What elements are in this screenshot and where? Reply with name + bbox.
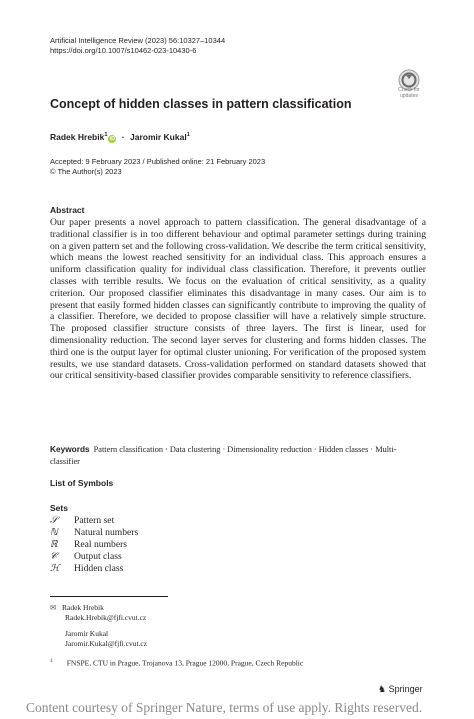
sets-heading: Sets <box>50 503 68 513</box>
keywords-text: Pattern classification · Data clustering · Dimensionality reduction · Hidden classes · Multi-classifier <box>50 445 397 466</box>
springer-horse-icon: ♞ <box>378 684 387 694</box>
correspondence-block <box>50 603 147 649</box>
author-affiliation-mark: 1 <box>104 132 108 139</box>
symbol-glyph: ℕ <box>50 527 58 538</box>
affiliation-text: FNSPE, CTU in Prague, Trojanova 13, Prague 12000, Prague, Czech Republic <box>66 658 304 668</box>
orcid-icon[interactable]: iD <box>109 136 116 142</box>
affiliation-number: 1 <box>50 658 53 664</box>
symbol-row <box>50 551 122 563</box>
symbol-row <box>50 515 114 527</box>
paper-title: Concept of hidden classes in pattern classification <box>50 97 352 111</box>
author-list <box>50 132 190 143</box>
symbol-description: Output class <box>74 551 122 562</box>
publication-dates <box>50 157 265 177</box>
symbol-row <box>50 527 138 539</box>
author-separator: · <box>121 132 125 142</box>
watermark-footer: Content courtesy of Springer Nature, terms of use apply. Rights reserved. <box>26 700 423 715</box>
springer-logo <box>378 684 423 695</box>
symbol-description: Pattern set <box>74 515 115 526</box>
author-name[interactable]: Jaromir Kukal <box>130 132 187 142</box>
symbol-glyph: ℋ <box>50 563 60 574</box>
symbol-description: Natural numbers <box>74 527 139 538</box>
symbol-description: Hidden class <box>74 563 124 574</box>
affiliation <box>50 658 303 668</box>
dates-line: Accepted: 9 February 2023 / Published online: 21 February 2023 <box>50 157 266 166</box>
symbol-glyph: 𝒞 <box>50 551 57 562</box>
keywords-label: Keywords <box>50 444 90 454</box>
abstract-heading: Abstract <box>50 205 85 215</box>
journal-volume-line: Artificial Intelligence Review (2023) 56:10327–10344 <box>50 36 226 45</box>
correspondent-name: Radek Hrebik <box>62 603 104 612</box>
symbol-glyph: 𝒮 <box>50 515 58 526</box>
symbol-glyph: ℝ <box>50 539 58 550</box>
correspondent-name: Jaromir Kukal <box>65 629 109 638</box>
author-name[interactable]: Radek Hrebik <box>50 132 105 142</box>
journal-citation <box>50 36 225 56</box>
list-of-symbols-heading: List of Symbols <box>50 478 114 488</box>
symbol-row <box>50 539 127 551</box>
symbol-description: Real numbers <box>74 539 128 550</box>
keywords <box>50 444 426 467</box>
publisher-name: Springer <box>388 684 423 694</box>
correspondent-email[interactable]: Radek.Hrebik@fjfi.cvut.cz <box>65 613 147 622</box>
envelope-icon: ✉ <box>50 603 57 612</box>
abstract-text: Our paper presents a novel approach to pattern classification. The general disadvantage of a traditional classifier is in too different behaviour and optimal parameter settings during training on a given pattern set and the following cross-validation. We describe the term critical sensitivity, which means the lowest reached sensitivity for an individual class. This approach ensures a uniform classification quality for individual class classification. Therefore, it prevents outlier classes with terrible results. We focus on the evaluation of critical sensitivity, as a quality criterion. Our proposed classifier eliminates this disadvantage in many cases. Our aim is to present that easily formed hidden classes can significantly contribute to improving the quality of a classifier. Therefore, we decided to propose classifier will have a relatively simple structure. The proposed classifier structure consists of three layers. The first is linear, used for dimensionality reduction. The second layer serves for clustering and forms hidden classes. The third one is the output layer for optimal cluster unioning. For verification of the proposed system results, we use standard datasets. Cross-validation performed on standard datasets showed that our critical sensitivity-based classifier provides comparable sensitivity to reference classifiers. <box>50 217 426 382</box>
symbol-row <box>50 563 123 575</box>
correspondent-email[interactable]: Jaromir.Kukal@fjfi.cvut.cz <box>65 639 148 648</box>
footnote-divider <box>50 596 168 597</box>
doi-link[interactable]: https://doi.org/10.1007/s10462-023-10430-6 <box>50 46 197 55</box>
check-for-updates-caption: Check for updates <box>398 87 420 99</box>
author-affiliation-mark: 1 <box>186 132 190 139</box>
copyright-line: © The Author(s) 2023 <box>50 167 122 176</box>
